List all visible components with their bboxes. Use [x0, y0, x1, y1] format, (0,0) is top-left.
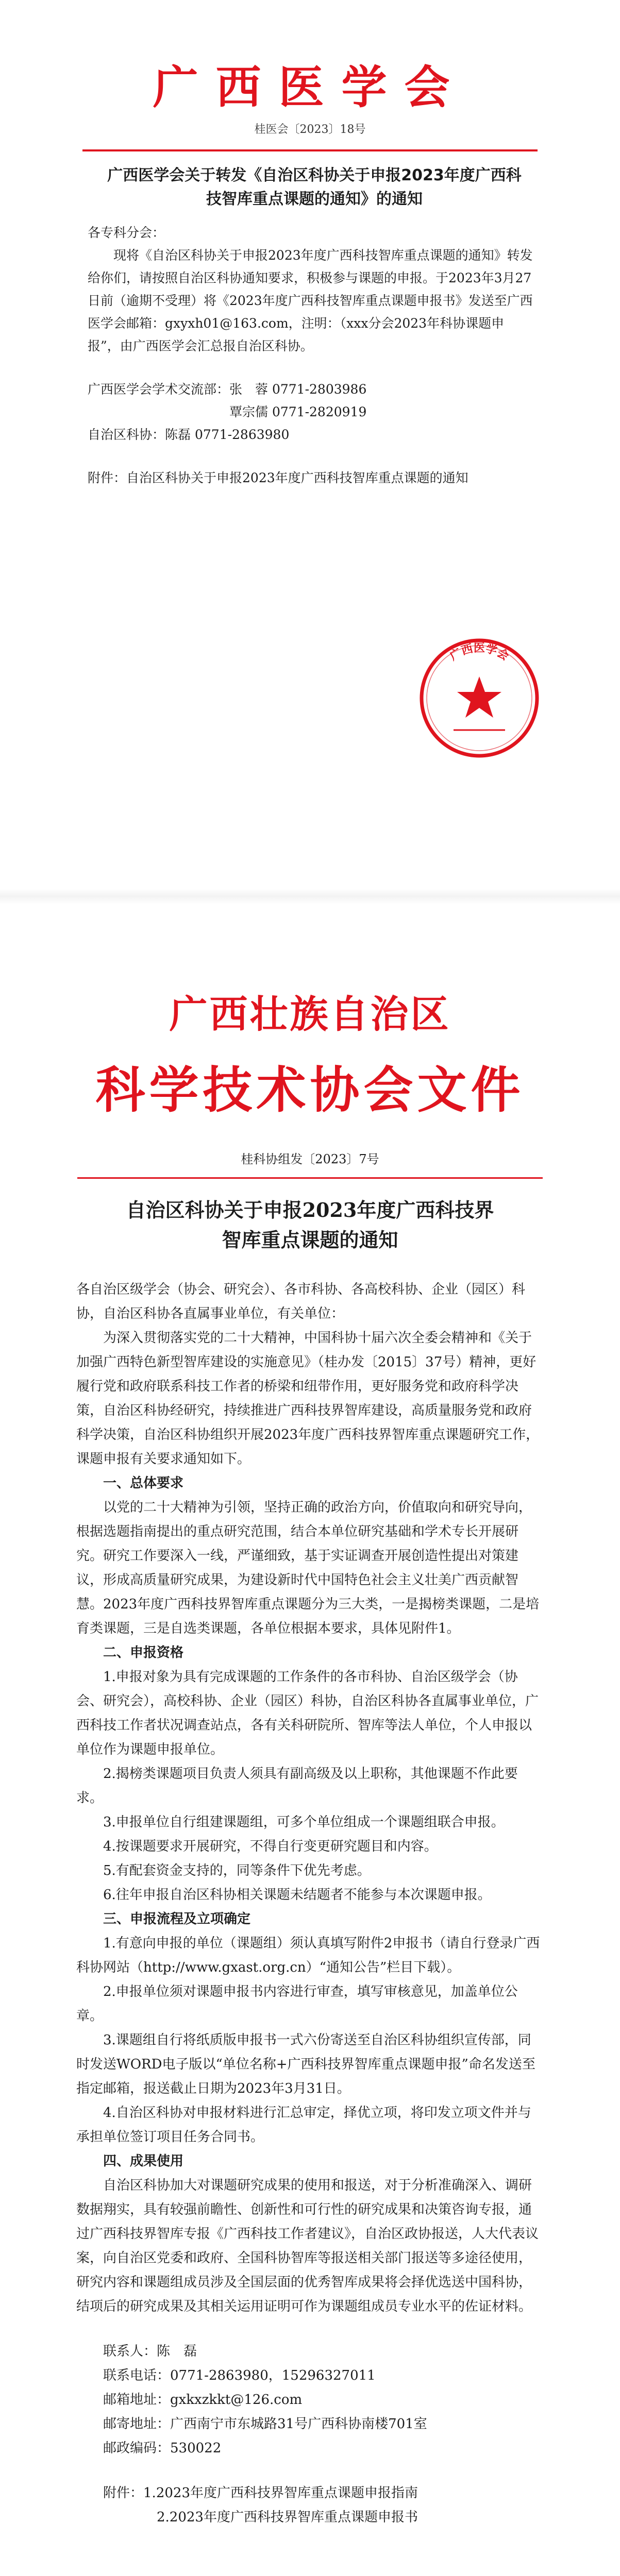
section-title: 一、总体要求: [103, 1476, 184, 1491]
section-title: 三、申报流程及立项确定: [103, 1911, 251, 1927]
attachment-label: 附件：: [103, 2485, 144, 2501]
contact-address: 邮寄地址：广西南宁市东城路31号广西科协南楼701室: [103, 2416, 427, 2432]
list-item: 4.按课题要求开展研究，不得自行变更研究题目和内容。: [103, 1839, 438, 1854]
title-line: 智库重点课题的通知: [222, 1228, 398, 1251]
section-paragraph: 以党的二十大精神为引领，坚持正确的政治方向，价值取向和研究导向，根据选题指南提出的重点研究范围，结合本单位研究基础和学术专长开展研究。研究工作要深入一线，严谨细致，基于实证调查开展创造性提出对策建议，形成高质量研究成果，为建设新时代中国特色社会主义壮美广西贡献智慧。2023年度广西科技界智库重点课题分为三大类，一是揭榜类课题，二是培育类课题，三是自选类课题，各单位根据本要求，具体见附件1。: [76, 1500, 540, 1636]
section-title: 二、申报资格: [103, 1645, 184, 1660]
list-item: 2.揭榜类课题项目负责人须具有副高级及以上职称，其他课题不作此要求。: [76, 1766, 518, 1806]
list-item: 5.有配套资金支持的，同等条件下优先考虑。: [103, 1863, 371, 1878]
seal-text: 广西医学会: [447, 642, 511, 664]
attachment-block: [88, 467, 536, 489]
attachment-text: 自治区科协关于申报2023年度广西科技智库重点课题的通知: [126, 470, 468, 485]
letter-page-2: [0, 896, 620, 2576]
doc-number: 桂科协组发〔2023〕7号: [241, 1152, 379, 1166]
letter-body: [76, 1278, 543, 2530]
contact-email: 邮箱地址：gxkxzkkt@126.com: [103, 2392, 303, 2408]
intro-paragraph: 为深入贯彻落实党的二十大精神，中国科协十届六次全委会精神和《关于加强广西特色新型智库建设的实施意见》（桂办发〔2015〕37号）精神，更好履行党和政府联系科技工作者的桥梁和纽带作用，更好服务党和政府科学决策，自治区科协经研究，持续推进广西科技界智库建设，高质量服务党和政府科学决策，自治区科协组织开展2023年度广西科技界智库重点课题研究工作，课题申报有关要求通知如下。: [76, 1330, 540, 1467]
letter-title: 广西医学会关于转发《自治区科协关于申报2023年度广西科技智库重点课题的通知》的通知: [107, 166, 522, 208]
masthead-divider: [82, 149, 538, 151]
official-seal-icon: [417, 636, 541, 760]
doc-number: 桂医会〔2023〕18号: [254, 123, 366, 136]
list-item: 3.课题组自行将纸质版申报书一式六份寄送至自治区科协组织宣传部，同时发送WORD电子版以“单位名称+广西科技界智库重点课题申报”命名发送至指定邮箱，报送截止日期为2023年3月31日。: [76, 2032, 535, 2096]
list-item: 6.往年申报自治区科协相关课题未结题者不能参与本次课题申报。: [103, 1887, 491, 1903]
attachment-block: [76, 2481, 543, 2530]
contact-line: 广西医学会学术交流部：张 蓉 0771-2803986: [88, 382, 367, 397]
salutation: 各自治区级学会（协会、研究会）、各市科协、各高校科协、企业（园区）科协，自治区科协各直属事业单位，有关单位：: [76, 1282, 526, 1321]
attachment-item: [76, 2481, 543, 2505]
letter-title: [77, 1195, 543, 1255]
list-item: 2.申报单位须对课题申报书内容进行审查，填写审核意见，加盖单位公章。: [76, 1984, 518, 2024]
letter-page-1: [0, 0, 620, 896]
section-title: 四、成果使用: [103, 2154, 184, 2169]
contact-line: 覃宗儒 0771-2820919: [88, 404, 367, 419]
contact-list: [88, 378, 536, 446]
contact-phone: 联系电话：0771-2863980，15296327011: [103, 2368, 376, 2383]
list-item: 1.申报对象为具有完成课题的工作条件的各市科协、自治区级学会（协会、研究会），高校科协、企业（园区）科协，自治区科协各直属事业单位，广西科技工作者状况调查站点，各有关科研院所、智库等法人单位，个人申报以单位作为课题申报单位。: [76, 1669, 539, 1757]
salutation: 各专科分会：: [88, 225, 165, 240]
attachment-text: 1.2023年度广西科技界智库重点课题申报指南: [143, 2485, 418, 2501]
contact-person: 联系人：陈 磊: [103, 2344, 197, 2359]
body-paragraph: 现将《自治区科协关于申报2023年度广西科技智库重点课题的通知》转发给你们，请按照自治区科协通知要求，积极参与课题的申报。于2023年3月27日前（逾期不受理）将《2023年度广西科技智库重点课题申报书》发送至广西医学会邮箱：gxyxh01@163.com，注明：（xxx分会2023年科协课题申报”，由广西医学会汇总报自治区科协。: [88, 248, 533, 353]
contact-line: 自治区科协：陈磊 0771-2863980: [88, 427, 290, 442]
letter-body: [88, 222, 536, 489]
contact-list: [76, 2340, 543, 2461]
list-item: 1.有意向申报的单位（课题组）须认真填写附件2申报书（请自行登录广西科协网站（http://www.gxast.org.cn）“通知公告”栏目下载）。: [76, 1936, 540, 1975]
contact-postcode: 邮政编码：530022: [103, 2441, 222, 2456]
masthead-line-2: 科学技术协会文件: [95, 1061, 525, 1119]
list-item: 4.自治区科协对申报材料进行汇总审定，择优立项，将印发立项文件并与承担单位签订项目任务合同书。: [76, 2105, 531, 2145]
section-paragraph: 自治区科协加大对课题研究成果的使用和报送，对于分析准确深入、调研数据翔实，具有较强前瞻性、创新性和可行性的研究成果和决策咨询专报，通过广西科技界智库专报《广西科技工作者建议》，自治区政协报送，人大代表议案，向自治区党委和政府、全国科协智库等报送相关部门报送等多途径使用，研究内容和课题组成员涉及全国层面的优秀智库成果将会择优选送中国科协，结项后的研究成果及其相关运用证明可作为课题组成员专业水平的佐证材料。: [76, 2178, 539, 2314]
masthead-line-1: 广西壮族自治区: [169, 992, 451, 1037]
attachment-item: 2.2023年度广西科技界智库重点课题申报书: [157, 2510, 418, 2525]
masthead-divider: [77, 1177, 543, 1179]
title-line: 自治区科协关于申报2023年度广西科技界: [126, 1198, 494, 1222]
attachment-label: 附件：: [88, 470, 127, 485]
masthead-title: 广西医学会: [153, 61, 467, 114]
list-item: 3.申报单位自行组建课题组，可多个单位组成一个课题组联合申报。: [103, 1815, 505, 1830]
